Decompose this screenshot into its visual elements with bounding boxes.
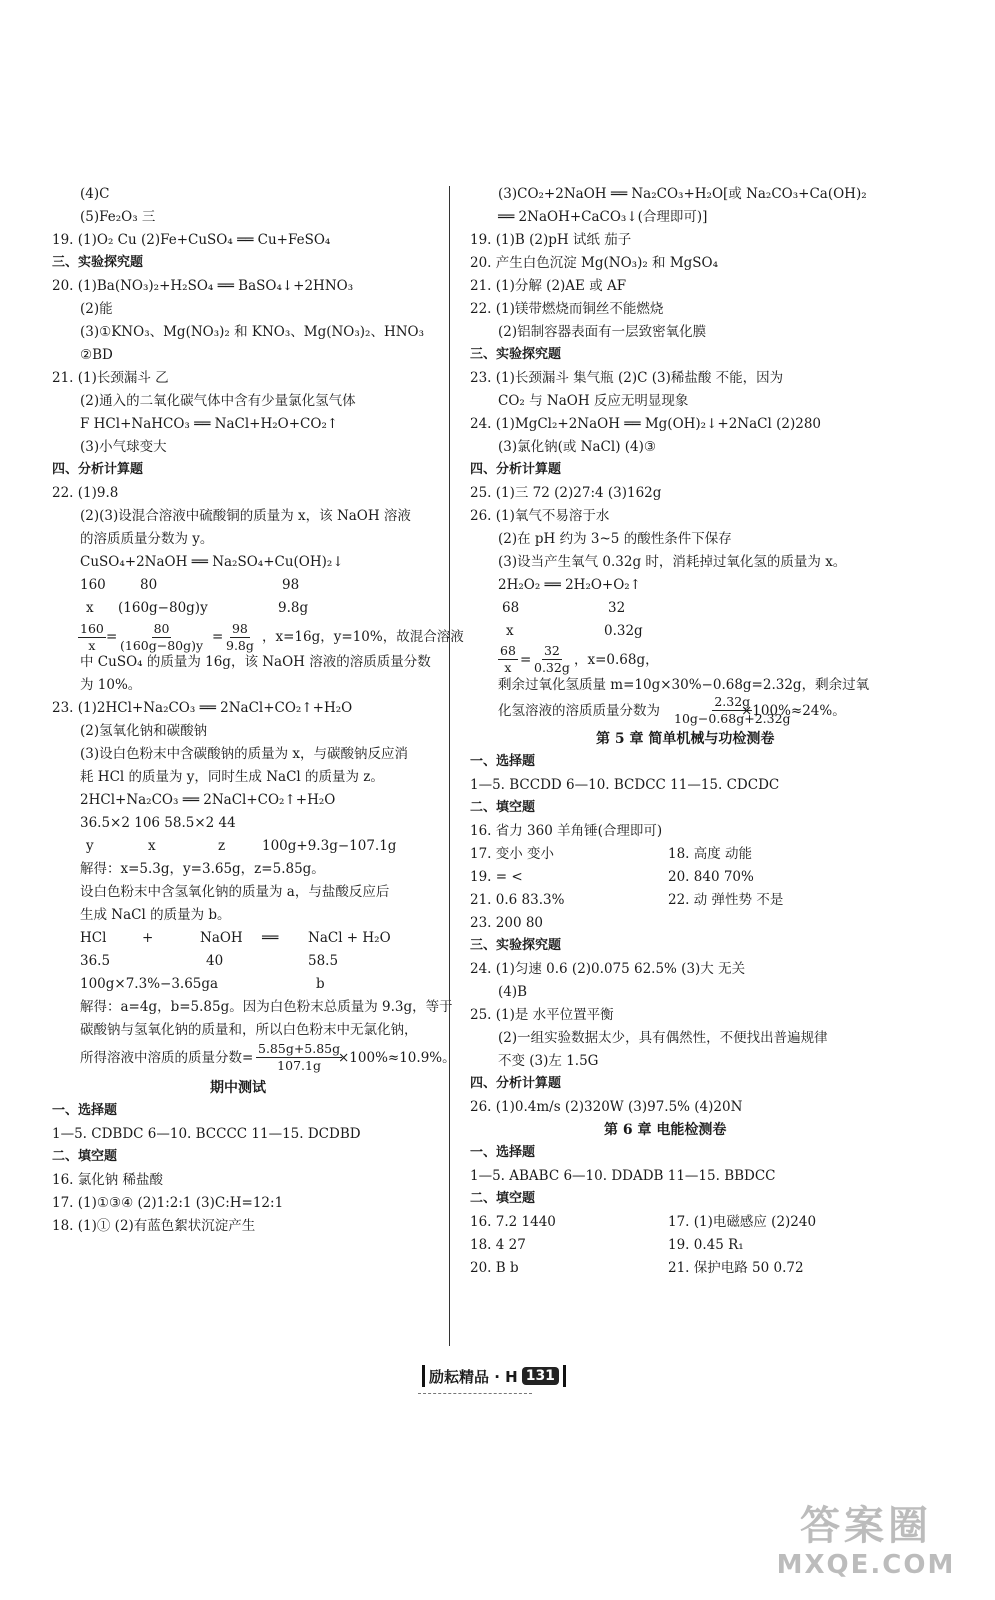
right-line: CO₂ 与 NaOH 反应无明显现象 <box>498 393 689 409</box>
left-line: 20. (1)Ba(NO₃)₂+H₂SO₄ ══ BaSO₄↓+2HNO₃ <box>52 278 354 294</box>
right-line: 26. (1)氧气不易溶于水 <box>470 508 610 524</box>
right-line: x <box>506 623 514 639</box>
left-line: 22. (1)9.8 <box>52 485 119 501</box>
left-line: 58.5 <box>308 953 339 969</box>
right-line: 23. 200 80 <box>470 915 543 931</box>
left-line: 18. (1)① (2)有蓝色絮状沉淀产生 <box>52 1218 256 1234</box>
fraction-denominator: x <box>88 638 96 653</box>
right-line: 19. = < <box>470 869 523 885</box>
fraction <box>498 643 518 676</box>
fraction <box>532 643 572 676</box>
left-line: 期中测试 <box>210 1080 266 1096</box>
fraction-denominator: 9.8g <box>226 638 254 653</box>
fraction <box>224 621 256 654</box>
left-line: (2)(3)设混合溶液中硫酸铜的质量为 x，该 NaOH 溶液 <box>80 508 411 524</box>
left-line: (5)Fe₂O₃ 三 <box>80 209 156 225</box>
left-line: 四、分析计算题 <box>52 462 144 477</box>
right-line: 16. 省力 360 羊角锤(合理即可) <box>470 823 663 839</box>
right-line: 24. (1)MgCl₂+2NaOH ══ Mg(OH)₂↓+2NaCl (2)280 <box>470 416 821 432</box>
footer-brand: 励耘精品 · H <box>429 1367 518 1386</box>
watermark-logo <box>752 1502 980 1590</box>
right-line: 22. (1)镁带燃烧而铜丝不能燃烧 <box>470 301 664 317</box>
footer-bar-left <box>422 1365 425 1387</box>
watermark-text: 答案圈 <box>800 1503 932 1549</box>
left-line: 160 <box>80 577 106 593</box>
equals-sign: = <box>106 629 118 645</box>
right-line: (3)CO₂+2NaOH ══ Na₂CO₃+H₂O[或 Na₂CO₃+Ca(OH)₂ <box>498 186 867 202</box>
right-line: 1—5. ABABC 6—10. DDADB 11—15. BBDCC <box>470 1168 776 1184</box>
right-line: 20. 产生白色沉淀 Mg(NO₃)₂ 和 MgSO₄ <box>470 255 719 271</box>
fraction-numerator: 5.85g+5.85g <box>258 1041 341 1056</box>
left-line: 耗 HCl 的质量为 y，同时生成 NaCl 的质量为 z。 <box>80 769 384 785</box>
right-line: 一、选择题 <box>470 754 536 769</box>
fraction-denominator: 0.32g <box>534 660 570 675</box>
left-line: ×100%≈10.9%。 <box>338 1050 456 1066</box>
left-line: 17. (1)①③④ (2)1:2:1 (3)C:H=12:1 <box>52 1195 284 1211</box>
left-line: 16. 氯化钠 稀盐酸 <box>52 1172 164 1188</box>
left-line: 36.5 <box>80 953 111 969</box>
left-line: 100g+9.3g−107.1g <box>262 838 397 854</box>
right-line: 三、实验探究题 <box>470 347 562 362</box>
fraction-denominator: x <box>504 660 512 675</box>
right-line: 18. 4 27 <box>470 1237 526 1253</box>
fraction-denominator: (160g−80g)y <box>120 638 204 653</box>
right-line: (2)一组实验数据太少，具有偶然性，不便找出普遍规律 <box>498 1030 828 1046</box>
left-line: (4)C <box>80 186 110 202</box>
fraction-numerator: 160 <box>80 621 104 636</box>
left-line: 为 10%。 <box>80 677 142 693</box>
right-line: 20. 840 70% <box>668 869 754 885</box>
right-line: 2H₂O₂ ══ 2H₂O+O₂↑ <box>498 577 642 593</box>
left-line: 19. (1)O₂ Cu (2)Fe+CuSO₄ ══ Cu+FeSO₄ <box>52 232 331 248</box>
equals-sign: = <box>212 629 224 645</box>
left-line: (2)通入的二氧化碳气体中含有少量氯化氢气体 <box>80 393 356 409</box>
left-line: 2HCl+Na₂CO₃ ══ 2NaCl+CO₂↑+H₂O <box>80 792 336 808</box>
left-line: a <box>210 976 219 992</box>
footer-bar-right <box>563 1365 566 1387</box>
right-line: (3)氯化钠(或 NaCl) (4)③ <box>498 439 656 455</box>
left-line: (3)小气球变大 <box>80 439 167 455</box>
left-line: + <box>142 930 154 946</box>
left-line: 生成 NaCl 的质量为 b。 <box>80 907 231 923</box>
left-line: 80 <box>140 577 158 593</box>
left-line: 的溶质质量分数为 y。 <box>80 531 214 547</box>
fraction-numerator: 32 <box>543 643 560 658</box>
right-line: 18. 高度 动能 <box>668 846 753 862</box>
left-line: 21. (1)长颈漏斗 乙 <box>52 370 169 386</box>
left-line: 中 CuSO₄ 的质量为 16g，该 NaOH 溶液的溶质质量分数 <box>80 654 431 670</box>
right-line: 24. (1)匀速 0.6 (2)0.075 62.5% (3)大 无关 <box>470 961 746 977</box>
right-line: 二、填空题 <box>470 800 536 815</box>
right-line: 16. 7.2 1440 <box>470 1214 556 1230</box>
right-line: 不变 (3)左 1.5G <box>498 1053 599 1069</box>
fraction-numerator: 2.32g <box>714 694 751 709</box>
left-line: 40 <box>206 953 224 969</box>
right-line: 1—5. BCCDD 6—10. BCDCC 11—15. CDCDC <box>470 777 780 793</box>
right-line: 17. 变小 变小 <box>470 846 555 862</box>
right-line: ，x=0.68g， <box>574 652 659 668</box>
left-line: F HCl+NaHCO₃ ══ NaCl+H₂O+CO₂↑ <box>80 416 339 432</box>
right-line: 21. 保护电路 50 0.72 <box>668 1260 804 1276</box>
watermark-url: MXQE.COM <box>776 1550 956 1580</box>
left-line: 解得：x=5.3g，y=3.65g，z=5.85g。 <box>80 861 325 877</box>
right-line: (4)B <box>498 984 528 1000</box>
fraction <box>118 621 205 654</box>
left-line: (3)①KNO₃、Mg(NO₃)₂ 和 KNO₃、Mg(NO₃)₂、HNO₃ <box>80 324 425 340</box>
left-line: ②BD <box>80 347 113 363</box>
right-line: 四、分析计算题 <box>470 462 562 477</box>
fraction <box>256 1041 342 1074</box>
fraction-denominator: 10g−0.68g+2.32g <box>674 711 791 726</box>
fraction-numerator: 80 <box>153 621 170 636</box>
left-line: x <box>86 600 94 616</box>
right-line: 25. (1)三 72 (2)27:4 (3)162g <box>470 485 662 501</box>
right-line: 26. (1)0.4m/s (2)320W (3)97.5% (4)20N <box>470 1099 743 1115</box>
left-line: 1—5. CDBDC 6—10. BCCCC 11—15. DCDBD <box>52 1126 361 1142</box>
fraction-numerator: 98 <box>231 621 248 636</box>
right-line: 17. (1)电磁感应 (2)240 <box>668 1214 817 1230</box>
right-line: 19. (1)B (2)pH 试纸 茄子 <box>470 232 632 248</box>
left-line: 碳酸钠与氢氧化钠的质量和，所以白色粉末中无氯化钠， <box>80 1022 418 1038</box>
right-line: 0.32g <box>604 623 643 639</box>
left-line: b <box>316 976 325 992</box>
right-line: 23. (1)长颈漏斗 集气瓶 (2)C (3)稀盐酸 不能，因为 <box>470 370 784 386</box>
fraction <box>78 621 106 654</box>
right-line: 21. (1)分解 (2)AE 或 AF <box>470 278 627 294</box>
right-line: 化氢溶液的溶质质量分数为 <box>498 703 660 719</box>
right-line: 三、实验探究题 <box>470 938 562 953</box>
left-line: (160g−80g)y <box>118 600 208 616</box>
left-line: 100g×7.3%−3.65g <box>80 976 211 992</box>
right-line: ══ 2NaOH+CaCO₃↓(合理即可)] <box>498 209 708 225</box>
left-line: HCl <box>80 930 107 946</box>
left-line: 二、填空题 <box>52 1149 118 1164</box>
page-footer <box>418 1363 570 1389</box>
right-line: (3)设当产生氧气 0.32g 时，消耗掉过氧化氢的质量为 x。 <box>498 554 847 570</box>
fraction-numerator: 68 <box>500 643 516 658</box>
right-line: 20. B b <box>470 1260 519 1276</box>
right-line: 32 <box>608 600 626 616</box>
left-line: NaOH <box>200 930 243 946</box>
left-line: 三、实验探究题 <box>52 255 144 270</box>
right-line: 二、填空题 <box>470 1191 536 1206</box>
right-line: 22. 动 弹性势 不是 <box>668 892 784 908</box>
left-line: 一、选择题 <box>52 1103 118 1118</box>
left-line: y <box>86 838 94 854</box>
left-line: x <box>148 838 156 854</box>
left-line: 23. (1)2HCl+Na₂CO₃ ══ 2NaCl+CO₂↑+H₂O <box>52 700 353 716</box>
left-line: 设白色粉末中含氢氧化钠的质量为 a，与盐酸反应后 <box>80 884 390 900</box>
left-line: (2)氢氧化钠和碳酸钠 <box>80 723 208 739</box>
right-line: (2)铝制容器表面有一层致密氧化膜 <box>498 324 707 340</box>
right-line: 68 <box>502 600 520 616</box>
left-line: z <box>218 838 226 854</box>
right-line: 第 5 章 简单机械与功检测卷 <box>596 731 775 747</box>
left-line: ══ <box>262 930 279 946</box>
left-line: CuSO₄+2NaOH ══ Na₂SO₄+Cu(OH)₂↓ <box>80 554 344 570</box>
left-line: 所得溶液中溶质的质量分数= <box>80 1050 254 1066</box>
right-line: 一、选择题 <box>470 1145 536 1160</box>
left-line: 98 <box>282 577 300 593</box>
left-line: ，x=16g，y=10%，故混合溶液 <box>262 629 464 645</box>
page-number: 131 <box>522 1367 559 1385</box>
column-divider <box>449 186 450 1346</box>
fraction <box>672 694 793 727</box>
left-line: (3)设白色粉末中含碳酸钠的质量为 x，与碳酸钠反应消 <box>80 746 409 762</box>
right-line: 19. 0.45 R₁ <box>668 1237 744 1253</box>
right-line: 剩余过氧化氢质量 m=10g×30%−0.68g=2.32g，剩余过氧 <box>498 677 870 693</box>
right-line: 四、分析计算题 <box>470 1076 562 1091</box>
right-line: 25. (1)是 水平位置平衡 <box>470 1007 614 1023</box>
left-line: 解得：a=4g，b=5.85g。因为白色粉末总质量为 9.3g，等于 <box>80 999 453 1015</box>
left-line: 36.5×2 106 58.5×2 44 <box>80 815 236 831</box>
right-line: 21. 0.6 83.3% <box>470 892 565 908</box>
left-line: (2)能 <box>80 301 113 317</box>
fraction-denominator: 107.1g <box>277 1058 321 1073</box>
equals-sign: = <box>520 652 532 668</box>
left-line: 9.8g <box>278 600 309 616</box>
right-line: 第 6 章 电能检测卷 <box>604 1122 727 1138</box>
right-line: ×100%≈24%。 <box>741 703 846 719</box>
footer-dashed-line <box>418 1393 532 1394</box>
left-line: NaCl + H₂O <box>308 930 391 946</box>
right-line: (2)在 pH 约为 3~5 的酸性条件下保存 <box>498 531 732 547</box>
